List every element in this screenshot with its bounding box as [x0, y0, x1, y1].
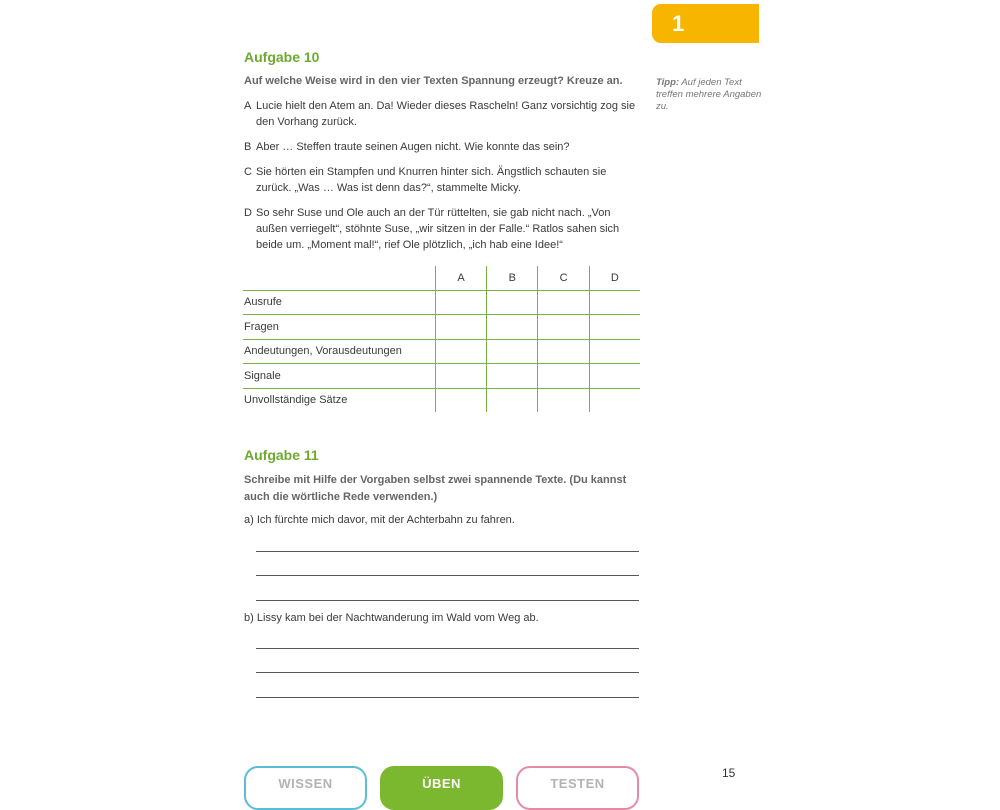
column-header: D	[589, 266, 640, 290]
text-body: Aber … Steffen traute seinen Augen nicht. Wie konnte das sein?	[256, 141, 570, 153]
tip-note	[656, 77, 766, 113]
text-item-d	[244, 205, 644, 253]
checkbox-cell[interactable]	[538, 339, 589, 364]
task10-heading: Aufgabe 10	[244, 49, 320, 65]
writing-line[interactable]	[256, 600, 639, 601]
checkbox-cell[interactable]	[435, 315, 486, 340]
text-body: Sie hörten ein Stampfen und Knurren hinter sich. Ängstlich schauten sie zurück. „Was … Was ist denn das?“, stammelte Micky.	[256, 166, 607, 194]
text-body: Lucie hielt den Atem an. Da! Wieder dieses Rascheln! Ganz vorsichtig zog sie den Vorhang zurück.	[256, 100, 636, 128]
column-header: A	[435, 266, 486, 290]
text-letter: D	[244, 207, 252, 219]
writing-line[interactable]	[256, 648, 639, 649]
task10-instruction: Auf welche Weise wird in den vier Texten Spannung erzeugt? Kreuze an.	[244, 75, 623, 87]
checkbox-cell[interactable]	[487, 290, 538, 315]
nav-ueben-button[interactable]: ÜBEN	[380, 766, 503, 810]
checkbox-cell[interactable]	[435, 339, 486, 364]
text-letter: B	[244, 141, 252, 153]
checkbox-cell[interactable]	[589, 388, 640, 412]
table-header-row	[243, 266, 640, 290]
table-row	[243, 364, 640, 389]
checkbox-cell[interactable]	[487, 339, 538, 364]
checkbox-cell[interactable]	[538, 290, 589, 315]
checkbox-cell[interactable]	[538, 364, 589, 389]
writing-line[interactable]	[256, 551, 639, 552]
chapter-tab: 1	[652, 4, 759, 43]
checkbox-cell[interactable]	[435, 388, 486, 412]
writing-line[interactable]	[256, 575, 639, 576]
text-item-a	[244, 98, 644, 130]
checkbox-cell[interactable]	[538, 315, 589, 340]
checkbox-cell[interactable]	[435, 364, 486, 389]
tip-text: Auf jeden Text treffen mehrere Angaben zu.	[656, 77, 762, 112]
checkbox-cell[interactable]	[487, 364, 538, 389]
column-header: C	[538, 266, 589, 290]
tip-label: Tipp:	[656, 77, 680, 88]
text-item-b	[244, 139, 644, 155]
text-body: So sehr Suse und Ole auch an der Tür rüttelten, sie gab nicht nach. „Von außen verriegelt“, stöhnte Suse, „wir sitzen in der Falle.“ Ratlos sahen sich beide um. „Moment mal!“, rief Ole plötzlich, „ich hab eine Idee!“	[256, 207, 620, 251]
table-row	[243, 290, 640, 315]
checkbox-cell[interactable]	[487, 315, 538, 340]
row-label: Ausrufe	[243, 290, 435, 315]
checkbox-cell[interactable]	[589, 364, 640, 389]
row-label: Fragen	[243, 315, 435, 340]
table-row	[243, 315, 640, 340]
row-label: Andeutungen, Vorausdeutungen	[243, 339, 435, 364]
answer-table	[243, 266, 640, 412]
task11-instruction: Schreibe mit Hilfe der Vorgaben selbst zwei spannende Texte. (Du kannst auch die wörtliche Rede verwenden.)	[244, 474, 627, 503]
prompt-b: b) Lissy kam bei der Nachtwanderung im Wald vom Weg ab.	[244, 612, 539, 624]
page-number: 15	[722, 766, 736, 780]
checkbox-cell[interactable]	[487, 388, 538, 412]
writing-line[interactable]	[256, 697, 639, 698]
row-label: Signale	[243, 364, 435, 389]
table-row	[243, 339, 640, 364]
text-letter: C	[244, 166, 252, 178]
text-letter: A	[244, 100, 252, 112]
prompt-a: a) Ich fürchte mich davor, mit der Achterbahn zu fahren.	[244, 514, 515, 526]
checkbox-cell[interactable]	[589, 290, 640, 315]
task11-heading: Aufgabe 11	[244, 447, 319, 463]
text-item-c	[244, 164, 644, 196]
checkbox-cell[interactable]	[538, 388, 589, 412]
checkbox-cell[interactable]	[589, 339, 640, 364]
writing-line[interactable]	[256, 672, 639, 673]
checkbox-cell[interactable]	[589, 315, 640, 340]
column-header: B	[487, 266, 538, 290]
nav-testen-button[interactable]: TESTEN	[516, 766, 639, 810]
row-label: Unvollständige Sätze	[244, 394, 348, 407]
table-corner	[243, 266, 435, 290]
nav-wissen-button[interactable]: WISSEN	[244, 766, 367, 810]
checkbox-cell[interactable]	[435, 290, 486, 315]
table-row	[243, 388, 640, 412]
